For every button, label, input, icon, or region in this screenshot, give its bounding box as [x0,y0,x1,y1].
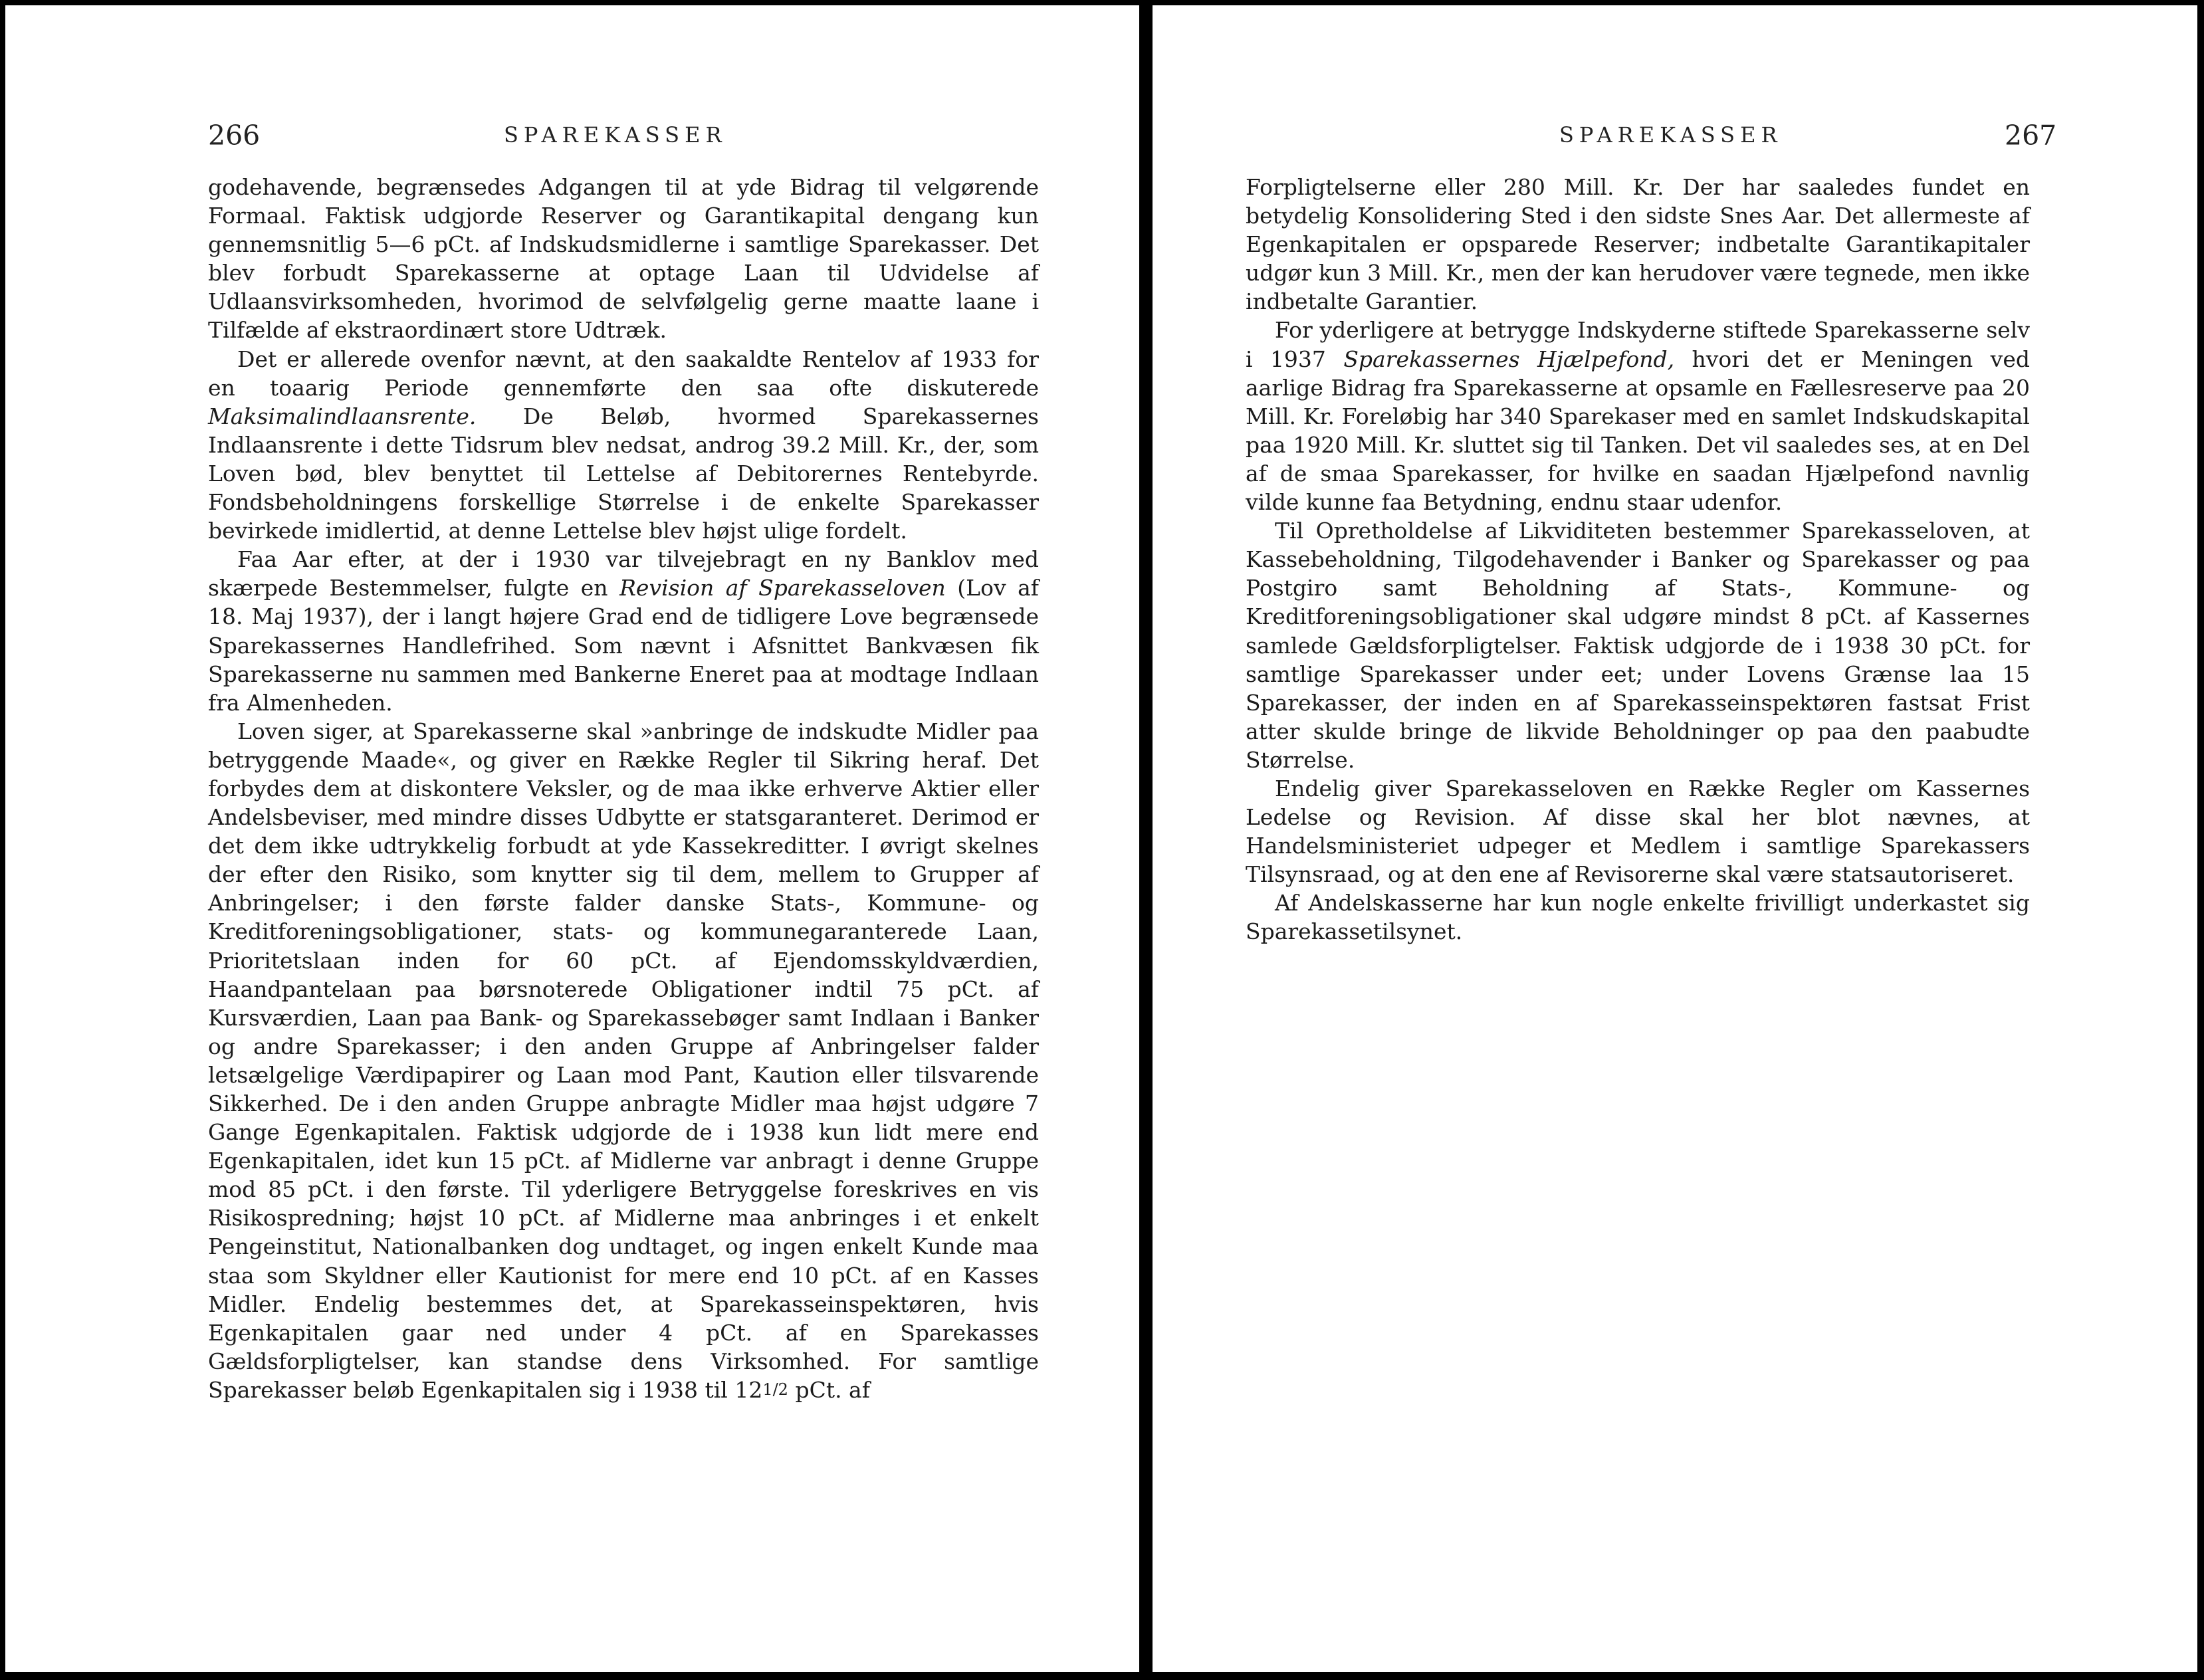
paragraph: godehavende, begrænsedes Adgangen til at yde Bidrag til velgørende Formaal. Faktisk udgjorde Reserver og Garantikapital dengang kun gennemsnitlig 5—6 pCt. af Indskudsmidlerne i samtlige Sparekasser. Det blev forbudt Sparekasserne at optage Laan til Udvidelse af Udlaansvirksomheden, hvorimod de selvfølgelig gerne maatte laane i Tilfælde af ekstraordinært store Udtræk. [208,174,1039,344]
paragraph: Loven siger, at Sparekasserne skal »anbringe de indskudte Midler paa betryggende Maade«, og giver en Række Regler til Sikring heraf. Det forbydes dem at diskontere Veksler, og de maa ikke erhverve Aktier eller Andelsbeviser, med mindre disses Udbytte er statsgaranteret. Derimod er det dem ikke udtrykkelig forbudt at yde Kassekreditter. I øvrigt skelnes der efter den Risiko, som knytter sig til dem, mellem to Grupper af Anbringelser; i den første falder danske Stats-, Kommune- og Kreditforeningsobligationer, stats- og kommunegaranterede Laan, Prioritetslaan inden for 60 pCt. af Ejendomsskyldværdien, Haandpantelaan paa børsnoterede Obligationer indtil 75 pCt. af Kursværdien, Laan paa Bank- og Sparekassebøger samt Indlaan i Banker og andre Sparekasser; i den anden Gruppe af Anbringelser falder letsælgelige Værdipapirer og Laan mod Pant, Kaution eller tilsvarende Sikkerhed. De i den anden Gruppe anbragte Midler maa højst udgøre 7 Gange Egenkapitalen. Faktisk udgjorde de i 1938 kun lidt mere end Egenkapitalen, idet kun 15 pCt. af Midlerne var anbragt i denne Gruppe mod 85 pCt. i den første. Til yderligere Betryggelse foreskrives en vis Risikospredning; højst 10 pCt. af Midlerne maa anbringes i et enkelt Pengeinstitut, Nationalbanken dog undtaget, og ingen enkelt Kunde maa staa som Skyldner eller Kautionist for mere end 10 pCt. af en Kasses Midler. Endelig bestemmes det, at Sparekasseinspektøren, hvis Egenkapitalen gaar ned under 4 pCt. af en Sparekasses Gældsforpligtelser, kan standse dens Virksomhed. For samtlige Sparekasser beløb Egenkapitalen sig i 1938 til 121/2 pCt. af [208,718,1039,1403]
paragraph: For yderligere at betrygge Indskyderne stiftede Sparekasserne selv i 1937 Sparekassernes Hjælpefond, hvori det er Meningen ved aarlige Bidrag fra Sparekasserne at opsamle en Fællesreserve paa 20 Mill. Kr. Foreløbig har 340 Sparekaser med en samlet Indskudskapital paa 1920 Mill. Kr. sluttet sig til Tanken. Det vil saaledes ses, at en Del af de smaa Sparekasser, for hvilke en saadan Hjælpefond navnlig vilde kunne faa Betydning, endnu staar udenfor. [1246,317,2030,516]
paragraph: Forpligtelserne eller 280 Mill. Kr. Der har saaledes fundet en betydelig Konsolidering Sted i den sidste Snes Aar. Det allermeste af Egenkapitalen er opsparede Reserver; indbetalte Garantikapitaler udgør kun 3 Mill. Kr., men der kan herudover være tegnede, men ikke indbetalte Garantier. [1246,174,2030,315]
right-page [1153,5,2197,1672]
right-page-body [1246,173,2030,946]
page-number: 267 [2005,120,2057,152]
page-number: 266 [208,120,261,152]
paragraph: Af Andelskasserne har kun nogle enkelte frivilligt underkastet sig Sparekassetilsynet. [1246,890,2030,945]
paragraph: Endelig giver Sparekasseloven en Række Regler om Kassernes Ledelse og Revision. Af disse skal her blot nævnes, at Handelsministeriet udpeger et Medlem i samtlige Sparekassers Tilsynsraad, og at den ene af Revisorerne skal være statsautoriseret. [1246,775,2030,888]
paragraph: Faa Aar efter, at der i 1930 var tilvejebragt en ny Banklov med skærpede Bestemmelser, fulgte en Revision af Sparekasseloven (Lov af 18. Maj 1937), der i langt højere Grad end de tidligere Love begrænsede Sparekassernes Handlefrihed. Som nævnt i Afsnittet Bankvæsen fik Sparekasserne nu sammen med Bankerne Eneret paa at modtage Indlaan fra Almenheden. [208,546,1039,716]
paragraph: Det er allerede ovenfor nævnt, at den saakaldte Rentelov af 1933 for en toaarig Periode gennemførte den saa ofte diskuterede Maksimalindlaansrente. De Beløb, hvormed Sparekassernes Indlaansrente i dette Tidsrum blev nedsat, androg 39.2 Mill. Kr., der, som Loven bød, blev benyttet til Lettelse af Debitorernes Rentebyrde. Fondsbeholdningens forskellige Størrelse i de enkelte Sparekasser bevirkede imidlertid, at denne Lettelse blev højst ulige fordelt. [208,346,1039,544]
running-head: SPAREKASSER [504,122,727,148]
paragraph: Til Opretholdelse af Likviditeten bestemmer Sparekasseloven, at Kassebeholdning, Tilgodehavender i Banker og Sparekasser og paa Postgiro samt Beholdning af Stats-, Kommune- og Kreditforeningsobligationer skal udgøre mindst 8 pCt. af Kassernes samlede Gældsforpligtelser. Faktisk udgjorde de i 1938 30 pCt. for samtlige Sparekasser under eet; under Lovens Grænse laa 15 Sparekasser, der inden en af Sparekasseinspektøren fastsat Frist atter skulde bringe de likvide Beholdninger op paa den paabudte Størrelse. [1246,518,2030,773]
italic-term: Sparekassernes Hjælpefond, [1343,346,1675,372]
italic-term: Revision af Sparekasseloven [619,575,946,601]
running-head: SPAREKASSER [1559,122,1783,148]
italic-term: Maksimalindlaansrente. [208,403,477,429]
left-page [5,5,1139,1672]
left-page-body [208,173,1039,1404]
fraction: 1/2 [762,1380,788,1399]
